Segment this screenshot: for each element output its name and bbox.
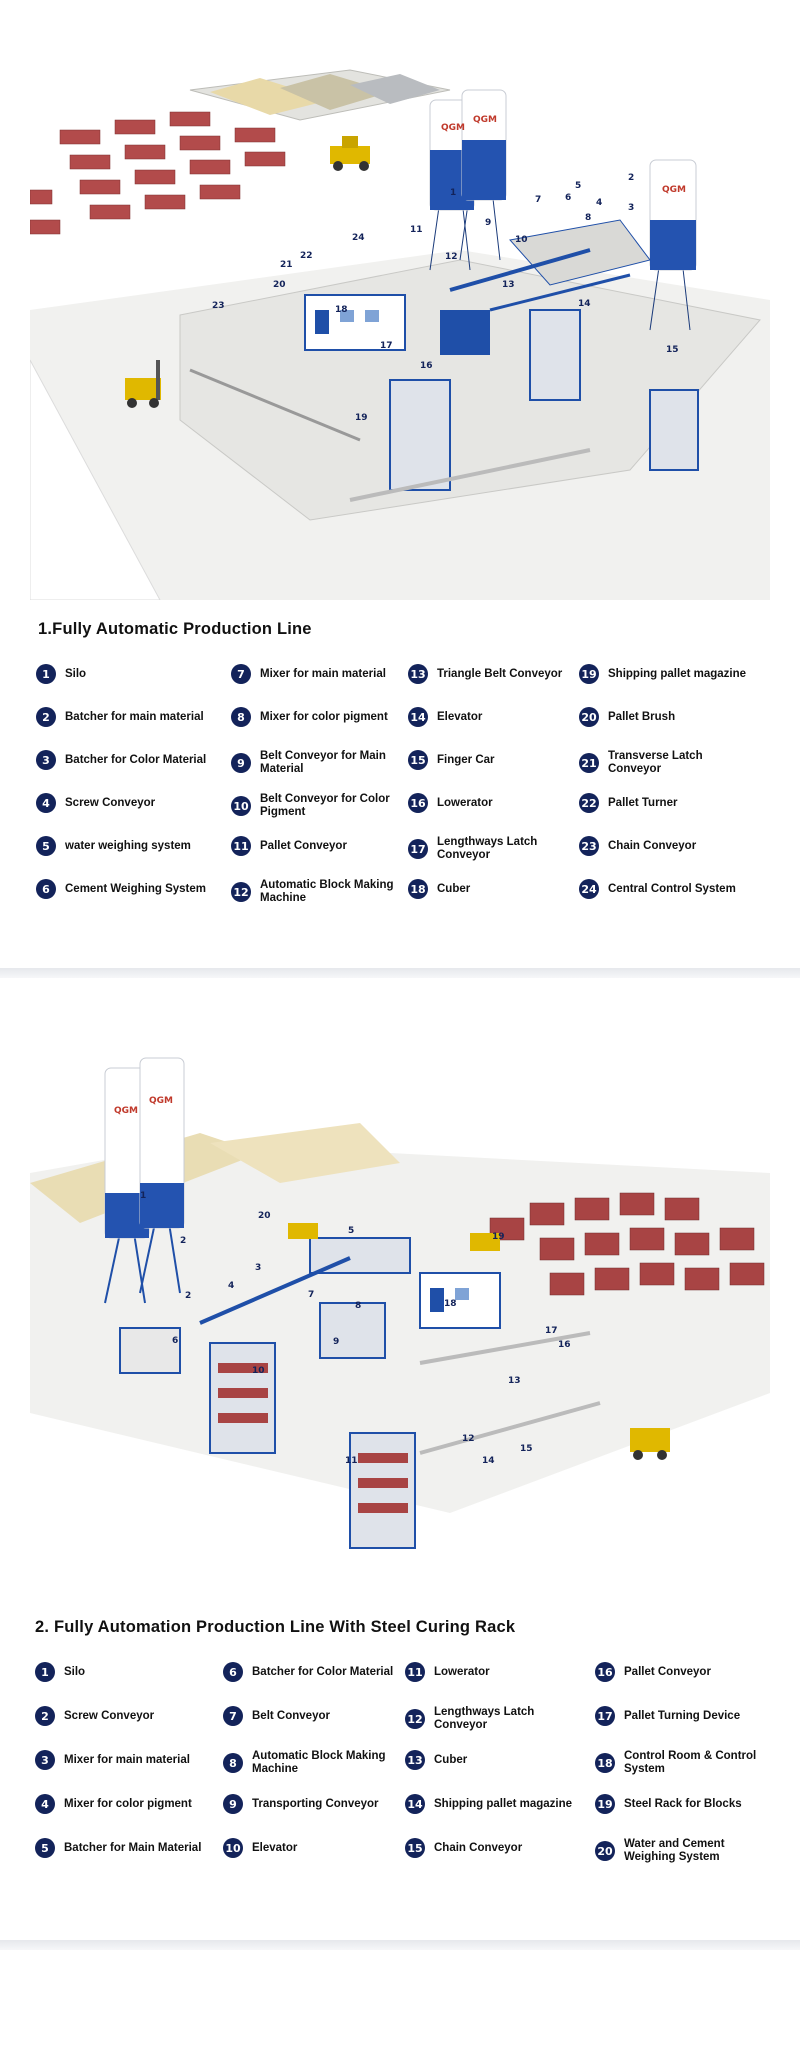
legend-item <box>405 1750 584 1770</box>
svg-text:20: 20 <box>273 280 286 290</box>
legend-item <box>595 1838 774 1864</box>
legend-label: Cement Weighing System <box>65 882 207 895</box>
number-badge: 17 <box>595 1706 615 1726</box>
legend-label: Batcher for main material <box>65 710 204 723</box>
number-badge: 6 <box>223 1662 243 1682</box>
silo-logo: QGM <box>662 185 686 195</box>
legend-label: water weighing system <box>65 839 191 852</box>
legend-item <box>405 1794 584 1814</box>
legend-label: Central Control System <box>608 882 736 895</box>
svg-text:19: 19 <box>492 1232 505 1242</box>
section1-title: 1.Fully Automatic Production Line <box>38 620 312 638</box>
legend-item <box>405 1706 584 1732</box>
legend-item <box>408 707 587 727</box>
svg-text:24: 24 <box>352 233 365 243</box>
silo-logo: QGM <box>441 123 465 133</box>
legend-item <box>35 1706 214 1726</box>
number-badge: 8 <box>223 1753 243 1773</box>
svg-text:5: 5 <box>575 181 582 191</box>
legend-item <box>595 1794 774 1814</box>
svg-text:2: 2 <box>185 1291 192 1301</box>
svg-text:11: 11 <box>410 225 423 235</box>
legend-label: Finger Car <box>437 753 495 766</box>
legend-item <box>595 1706 774 1726</box>
svg-text:2: 2 <box>628 173 635 183</box>
svg-text:7: 7 <box>535 195 542 205</box>
number-badge: 16 <box>408 793 428 813</box>
legend-item <box>579 750 758 776</box>
legend-label: Transporting Conveyor <box>252 1797 379 1810</box>
svg-text:8: 8 <box>585 213 592 223</box>
legend-item <box>223 1706 402 1726</box>
number-badge: 14 <box>408 707 428 727</box>
legend-label: Automatic Block Making Machine <box>252 1750 386 1775</box>
svg-text:12: 12 <box>462 1434 475 1444</box>
section-steel-curing-rack-line <box>0 978 800 1938</box>
legend-item <box>231 879 410 905</box>
number-badge: 9 <box>231 753 251 773</box>
legend-label: Pallet Conveyor <box>624 1665 711 1678</box>
legend-label: Batcher for Color Material <box>65 753 207 766</box>
svg-text:2: 2 <box>180 1236 187 1246</box>
number-badge: 11 <box>405 1662 425 1682</box>
legend-label: Triangle Belt Conveyor <box>437 667 563 680</box>
svg-text:18: 18 <box>444 1299 457 1309</box>
number-badge: 2 <box>36 707 56 727</box>
legend-label: Mixer for main material <box>64 1753 190 1766</box>
number-badge: 8 <box>231 707 251 727</box>
legend-label: Mixer for color pigment <box>64 1797 192 1810</box>
number-badge: 5 <box>35 1838 55 1858</box>
production-line-illustration-1 <box>30 60 770 600</box>
legend-item <box>595 1750 774 1776</box>
legend-label: Automatic Block Making Machine <box>260 879 394 904</box>
legend-item <box>408 750 587 770</box>
legend-label: Shipping pallet magazine <box>608 667 747 680</box>
number-badge: 12 <box>405 1709 425 1729</box>
legend-label: Belt Conveyor for Main Material <box>260 750 386 775</box>
number-badge: 16 <box>595 1662 615 1682</box>
legend-label: Batcher for Color Material <box>252 1665 394 1678</box>
legend-label: Lowerator <box>434 1665 490 1678</box>
svg-text:1: 1 <box>140 1191 147 1201</box>
number-badge: 7 <box>223 1706 243 1726</box>
number-badge: 20 <box>595 1841 615 1861</box>
number-badge: 9 <box>223 1794 243 1814</box>
legend-item <box>36 879 215 899</box>
legend-label: Control Room & Control System <box>624 1750 757 1775</box>
svg-text:10: 10 <box>252 1366 265 1376</box>
svg-text:7: 7 <box>308 1290 315 1300</box>
legend-label: Mixer for color pigment <box>260 710 388 723</box>
number-badge: 22 <box>579 793 599 813</box>
legend-label: Transverse Latch Conveyor <box>608 750 703 775</box>
number-badge: 15 <box>408 750 428 770</box>
number-badge: 10 <box>231 796 251 816</box>
legend-item <box>595 1662 774 1682</box>
legend-label: Belt Conveyor <box>252 1709 330 1722</box>
legend-label: Elevator <box>252 1841 298 1854</box>
number-badge: 4 <box>35 1794 55 1814</box>
svg-text:3: 3 <box>255 1263 262 1273</box>
svg-text:19: 19 <box>355 413 368 423</box>
legend-item <box>35 1838 214 1858</box>
legend-item <box>231 836 410 856</box>
legend-item <box>579 664 758 684</box>
svg-text:12: 12 <box>445 252 458 262</box>
number-badge: 11 <box>231 836 251 856</box>
svg-text:14: 14 <box>578 299 591 309</box>
section-divider <box>0 1940 800 1950</box>
legend-item <box>35 1662 214 1682</box>
legend-item <box>408 836 587 862</box>
svg-text:20: 20 <box>258 1211 271 1221</box>
legend-item <box>579 836 758 856</box>
svg-text:1: 1 <box>450 188 457 198</box>
number-badge: 1 <box>35 1662 55 1682</box>
svg-text:15: 15 <box>666 345 679 355</box>
legend-section2 <box>35 1662 775 1922</box>
svg-text:22: 22 <box>300 251 313 261</box>
legend-label: Chain Conveyor <box>434 1841 523 1854</box>
number-badge: 1 <box>36 664 56 684</box>
legend-label: Elevator <box>437 710 483 723</box>
legend-item <box>579 707 758 727</box>
number-badge: 24 <box>579 879 599 899</box>
legend-label: Shipping pallet magazine <box>434 1797 573 1810</box>
legend-label: Pallet Conveyor <box>260 839 347 852</box>
legend-item <box>223 1794 402 1814</box>
legend-item <box>405 1838 584 1858</box>
section-fully-automatic-line <box>0 0 800 968</box>
svg-text:10: 10 <box>515 235 528 245</box>
number-badge: 7 <box>231 664 251 684</box>
legend-label: Chain Conveyor <box>608 839 697 852</box>
svg-text:14: 14 <box>482 1456 495 1466</box>
number-badge: 15 <box>405 1838 425 1858</box>
svg-text:17: 17 <box>545 1326 558 1336</box>
number-badge: 21 <box>579 753 599 773</box>
legend-label: Pallet Brush <box>608 710 676 723</box>
legend-label: Cuber <box>434 1753 468 1766</box>
section2-title: 2. Fully Automation Production Line With Steel Curing Rack <box>35 1618 516 1636</box>
legend-item <box>36 793 215 813</box>
svg-text:13: 13 <box>502 280 515 290</box>
legend-label: Silo <box>64 1665 86 1678</box>
svg-text:9: 9 <box>333 1337 340 1347</box>
legend-section1 <box>36 664 776 924</box>
legend-label: Screw Conveyor <box>65 796 156 809</box>
legend-item <box>36 664 215 684</box>
legend-label: Mixer for main material <box>260 667 386 680</box>
legend-label: Pallet Turner <box>608 796 678 809</box>
svg-text:16: 16 <box>558 1340 571 1350</box>
svg-text:13: 13 <box>508 1376 521 1386</box>
svg-text:5: 5 <box>348 1226 355 1236</box>
legend-label: Pallet Turning Device <box>624 1709 741 1722</box>
number-badge: 18 <box>408 879 428 899</box>
number-badge: 19 <box>579 664 599 684</box>
number-badge: 20 <box>579 707 599 727</box>
svg-text:6: 6 <box>172 1336 179 1346</box>
number-badge: 12 <box>231 882 251 902</box>
legend-item <box>35 1794 214 1814</box>
legend-item <box>231 750 410 776</box>
silo-logo: QGM <box>114 1106 138 1116</box>
number-badge: 19 <box>595 1794 615 1814</box>
svg-text:4: 4 <box>228 1281 235 1291</box>
svg-text:17: 17 <box>380 341 393 351</box>
svg-text:3: 3 <box>628 203 635 213</box>
number-badge: 4 <box>36 793 56 813</box>
svg-text:9: 9 <box>485 218 492 228</box>
svg-text:18: 18 <box>335 305 348 315</box>
svg-text:6: 6 <box>565 193 572 203</box>
legend-label: Screw Conveyor <box>64 1709 155 1722</box>
legend-item <box>231 707 410 727</box>
legend-label: Lengthways Latch Conveyor <box>434 1706 535 1731</box>
silo-logo: QGM <box>473 115 497 125</box>
number-badge: 13 <box>408 664 428 684</box>
number-badge: 5 <box>36 836 56 856</box>
svg-text:15: 15 <box>520 1444 533 1454</box>
legend-item <box>405 1662 584 1682</box>
silo-logo: QGM <box>149 1096 173 1106</box>
legend-item <box>36 836 215 856</box>
number-badge: 6 <box>36 879 56 899</box>
legend-item <box>35 1750 214 1770</box>
svg-text:11: 11 <box>345 1456 358 1466</box>
svg-text:8: 8 <box>355 1301 362 1311</box>
number-badge: 10 <box>223 1838 243 1858</box>
legend-item <box>231 793 410 819</box>
number-badge: 18 <box>595 1753 615 1773</box>
legend-label: Belt Conveyor for Color Pigment <box>260 793 390 818</box>
legend-label: Batcher for Main Material <box>64 1841 202 1854</box>
legend-label: Lowerator <box>437 796 493 809</box>
legend-item <box>223 1750 402 1776</box>
production-line-illustration-2 <box>30 1033 770 1563</box>
legend-item <box>36 750 215 770</box>
number-badge: 3 <box>36 750 56 770</box>
number-badge: 14 <box>405 1794 425 1814</box>
legend-item <box>223 1662 402 1682</box>
legend-label: Lengthways Latch Conveyor <box>437 836 538 861</box>
number-badge: 2 <box>35 1706 55 1726</box>
legend-label: Steel Rack for Blocks <box>624 1797 742 1810</box>
legend-label: Water and Cement Weighing System <box>624 1838 725 1863</box>
legend-label: Silo <box>65 667 87 680</box>
number-badge: 23 <box>579 836 599 856</box>
legend-item <box>231 664 410 684</box>
legend-item <box>408 793 587 813</box>
legend-label: Cuber <box>437 882 471 895</box>
svg-text:23: 23 <box>212 301 225 311</box>
legend-item <box>36 707 215 727</box>
number-badge: 17 <box>408 839 428 859</box>
legend-item <box>579 793 758 813</box>
legend-item <box>408 664 587 684</box>
legend-item <box>408 879 587 899</box>
svg-text:4: 4 <box>596 198 603 208</box>
number-badge: 13 <box>405 1750 425 1770</box>
svg-text:21: 21 <box>280 260 293 270</box>
number-badge: 3 <box>35 1750 55 1770</box>
section-divider <box>0 968 800 978</box>
legend-item <box>579 879 758 899</box>
legend-item <box>223 1838 402 1858</box>
svg-text:16: 16 <box>420 361 433 371</box>
